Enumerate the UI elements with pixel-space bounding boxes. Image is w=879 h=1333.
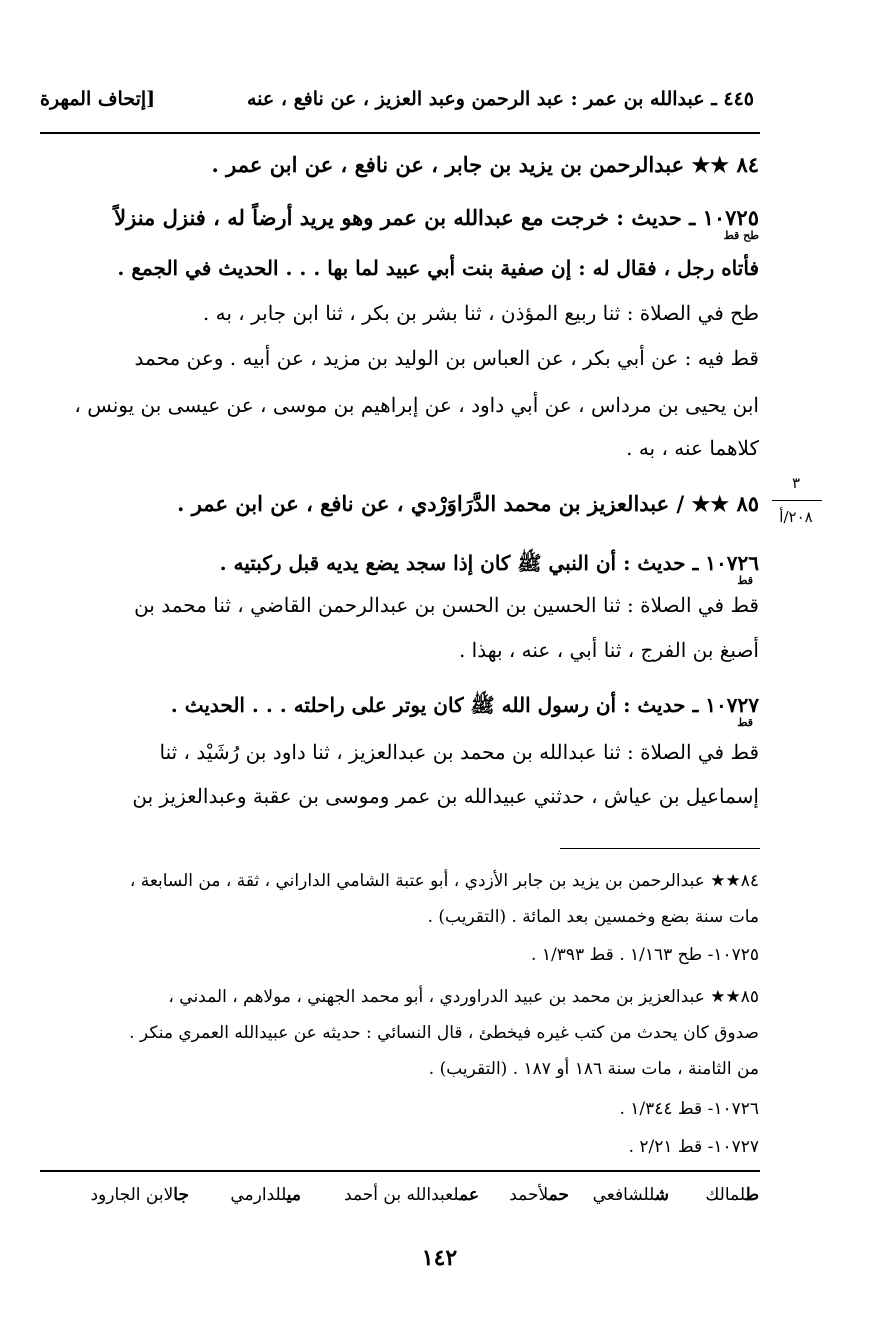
isnad-qt-line1: قط فيه : عن أبي بكر ، عن العباس بن الوليد بن مزيد ، عن أبيه . وعن محمد bbox=[134, 346, 759, 370]
hadith-10725-sources: طح قط bbox=[723, 229, 759, 242]
header-rule bbox=[40, 132, 760, 134]
isnad-10726-line2: أصبغ بن الفرج ، ثنا أبي ، عنه ، بهذا . bbox=[458, 638, 759, 662]
hadith-10727-line: ١٠٧٢٧ ـ حديث : أن رسول الله ﷺ كان يوتر على راحلته . . . الحديث . bbox=[170, 693, 759, 717]
hadith-10726-line: ١٠٧٢٦ ـ حديث : أن النبي ﷺ كان إذا سجد يضع يديه قبل ركبتيه . bbox=[219, 551, 759, 575]
isnad-10726-line1: قط في الصلاة : ثنا الحسين بن الحسن بن عبدالرحمن القاضي ، ثنا محمد بن bbox=[134, 593, 759, 617]
abbr-abdullah: عملعبدالله بن أحمد bbox=[344, 1185, 479, 1205]
hadith-10727-sources: قط bbox=[737, 716, 753, 729]
abbr-shafii: شللشافعي bbox=[592, 1185, 669, 1205]
footnote-85-line1: ٨٥★★ عبدالعزيز بن محمد بن عبيد الدراوردي ، أبو محمد الجهني ، مولاهم ، المدني ، bbox=[168, 987, 759, 1007]
footnote-85-line3: من الثامنة ، مات سنة ١٨٦ أو ١٨٧ . (التقريب) . bbox=[428, 1059, 759, 1079]
isnad-qt-line2: ابن يحيى بن مرداس ، عن أبي داود ، عن إبراهيم بن موسى ، عن عيسى بن يونس ، bbox=[74, 393, 759, 417]
margin-ref-top: ٣ bbox=[791, 474, 801, 492]
isnad-10727-line2: إسماعيل بن عياش ، حدثني عبيدالله بن عمر وموسى بن عقبة وعبدالعزيز بن bbox=[132, 784, 759, 808]
isnad-qt-line3: كلاهما عنه ، به . bbox=[626, 436, 759, 460]
hadith-10726-sources: قط bbox=[737, 574, 753, 587]
hadith-10725-text: فأتاه رجل ، فقال له : إن صفية بنت أبي عبيد لما بها . . . الحديث في الجمع . bbox=[117, 256, 759, 280]
running-header-title: ٤٤٥ ـ عبدالله بن عمر : عبد الرحمن وعبد العزيز ، عن نافع ، عنه bbox=[246, 88, 754, 110]
footnote-84-line1: ٨٤★★ عبدالرحمن بن يزيد بن جابر الأزدي ، أبو عتبة الشامي الداراني ، ثقة ، من السابعة ، bbox=[129, 871, 759, 891]
abbr-darimi: ميللدارمي bbox=[230, 1185, 301, 1205]
abbr-ahmad: حملأحمد bbox=[509, 1185, 569, 1205]
narrator-heading-85: ٨٥ ★★ / عبدالعزيز بن محمد الدَّرَاوَرْدي ، عن نافع ، عن ابن عمر . bbox=[177, 491, 759, 516]
margin-ref-rule bbox=[772, 500, 822, 501]
footnote-10726: ١٠٧٢٦- قط ١/٣٤٤ . bbox=[619, 1099, 759, 1119]
legend-rule bbox=[40, 1170, 760, 1172]
footnote-10725: ١٠٧٢٥- طح ١/١٦٣ . قط ١/٣٩٣ . bbox=[531, 945, 759, 965]
footnote-85-line2: صدوق كان يحدث من كتب غيره فيخطئ ، قال النسائي : حديثه عن عبيدالله العمري منكر . bbox=[129, 1023, 759, 1043]
footnote-rule bbox=[560, 848, 760, 849]
abbr-malik: طلمالك bbox=[705, 1185, 759, 1205]
hadith-10725-line: ١٠٧٢٥ ـ حديث : خرجت مع عبدالله بن عمر وهو يريد أرضاً له ، فنزل منزلاً bbox=[114, 205, 759, 230]
abbr-jarud: جالابن الجارود bbox=[90, 1185, 189, 1205]
running-header-book: [إتحاف المهرة bbox=[40, 88, 156, 110]
footnote-10727: ١٠٧٢٧- قط ٢/٢١ . bbox=[628, 1137, 759, 1157]
footnote-84-line2: مات سنة بضع وخمسين بعد المائة . (التقريب) . bbox=[427, 907, 759, 927]
isnad-tah: طح في الصلاة : ثنا ربيع المؤذن ، ثنا بشر بن بكر ، ثنا ابن جابر ، به . bbox=[202, 301, 759, 325]
isnad-10727-line1: قط في الصلاة : ثنا عبدالله بن محمد بن عبدالعزيز ، ثنا داود بن رُشَيْد ، ثنا bbox=[159, 740, 759, 764]
page-number: ١٤٢ bbox=[421, 1245, 458, 1271]
narrator-heading-84: ٨٤ ★★ عبدالرحمن بن يزيد بن جابر ، عن نافع ، عن ابن عمر . bbox=[211, 152, 759, 177]
margin-ref-bottom: ٢٠٨/أ bbox=[779, 508, 813, 526]
